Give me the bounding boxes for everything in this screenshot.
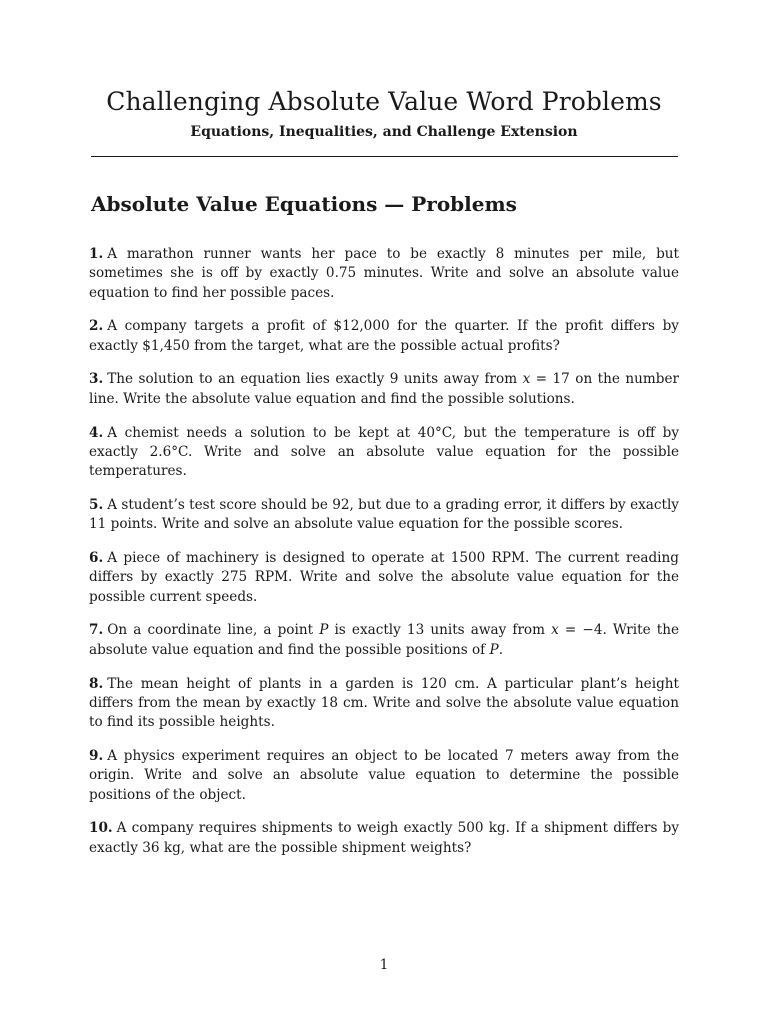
problem-3 — [89, 370, 679, 409]
problem-4 — [89, 424, 679, 482]
title-divider — [91, 156, 678, 157]
problem-10 — [89, 819, 679, 858]
problem-text: A marathon runner wants her pace to be exactly 8 minutes per mile, but sometimes she is off by exactly 0.75 minutes. Write and solve an absolute value equation to find her possible paces. — [89, 246, 679, 301]
math-variable: x — [551, 622, 559, 639]
math-variable: x — [522, 371, 531, 388]
problem-5 — [89, 496, 679, 535]
problem-7 — [89, 621, 679, 660]
problem-text: A company targets a profit of $12,000 for the quarter. If the profit differs by exactly $1,450 from the target, what are the possible actual profits? — [89, 318, 679, 354]
math-variable: P — [319, 622, 329, 639]
problem-9 — [89, 747, 679, 805]
problem-number: 8. — [89, 675, 104, 692]
problem-text: is exactly 13 units away from — [328, 622, 552, 639]
math-variable: P — [489, 641, 499, 658]
problem-number: 3. — [89, 371, 104, 388]
problem-8 — [89, 675, 679, 733]
problem-number: 1. — [89, 246, 104, 262]
problem-1 — [89, 245, 679, 303]
problem-list — [89, 245, 679, 872]
problem-text: The solution to an equation lies exactly 9 units away from — [107, 371, 523, 388]
page-subtitle: Equations, Inequalities, and Challenge Extension — [190, 124, 578, 140]
problem-text: A piece of machinery is designed to operate at 1500 RPM. The current reading differs by exactly 275 RPM. Write and solve the absolute value equation for the possible current speeds. — [89, 550, 679, 605]
problem-number: 6. — [89, 550, 104, 567]
problem-6 — [89, 549, 679, 607]
page-number: 1 — [379, 957, 389, 973]
problem-text: A chemist needs a solution to be kept at 40°C, but the temperature is off by exactly 2.6°C. Write and solve an absolute value equation for the possible temperatures. — [89, 424, 679, 480]
problem-text: A company requires shipments to weigh exactly 500 kg. If a shipment differs by exactly 36 kg, what are the possible shipment weights? — [89, 820, 679, 856]
problem-number: 10. — [89, 820, 113, 837]
page-title: Challenging Absolute Value Word Problems — [106, 87, 662, 116]
problem-text: . — [498, 641, 504, 658]
problem-text: A student’s test score should be 92, but due to a grading error, it differs by exactly 11 points. Write and solve an absolute value equation for the possible scores. — [89, 496, 679, 533]
problem-text: On a coordinate line, a point — [107, 622, 320, 639]
problem-number: 5. — [89, 496, 104, 513]
problem-number: 7. — [89, 622, 104, 639]
problem-text: A physics experiment requires an object to be located 7 meters away from the origin. Write and solve an absolute value equation to determine the possible positions of the object. — [89, 747, 679, 803]
problem-number: 4. — [89, 424, 104, 441]
section-heading: Absolute Value Equations — Problems — [91, 192, 517, 216]
problem-number: 2. — [89, 318, 104, 335]
problem-number: 9. — [89, 747, 104, 764]
problem-text: = 17 on the number line. Write the absolute value equation and find the possible solutions. — [89, 371, 679, 407]
problem-text: The mean height of plants in a garden is 120 cm. A particular plant’s height differs from the mean by exactly 18 cm. Write and solve the absolute value equation to find its possible heights. — [89, 675, 679, 731]
problem-2 — [89, 317, 679, 356]
problem-text: = −4. Write the absolute value equation and find the possible positions of — [89, 622, 680, 658]
